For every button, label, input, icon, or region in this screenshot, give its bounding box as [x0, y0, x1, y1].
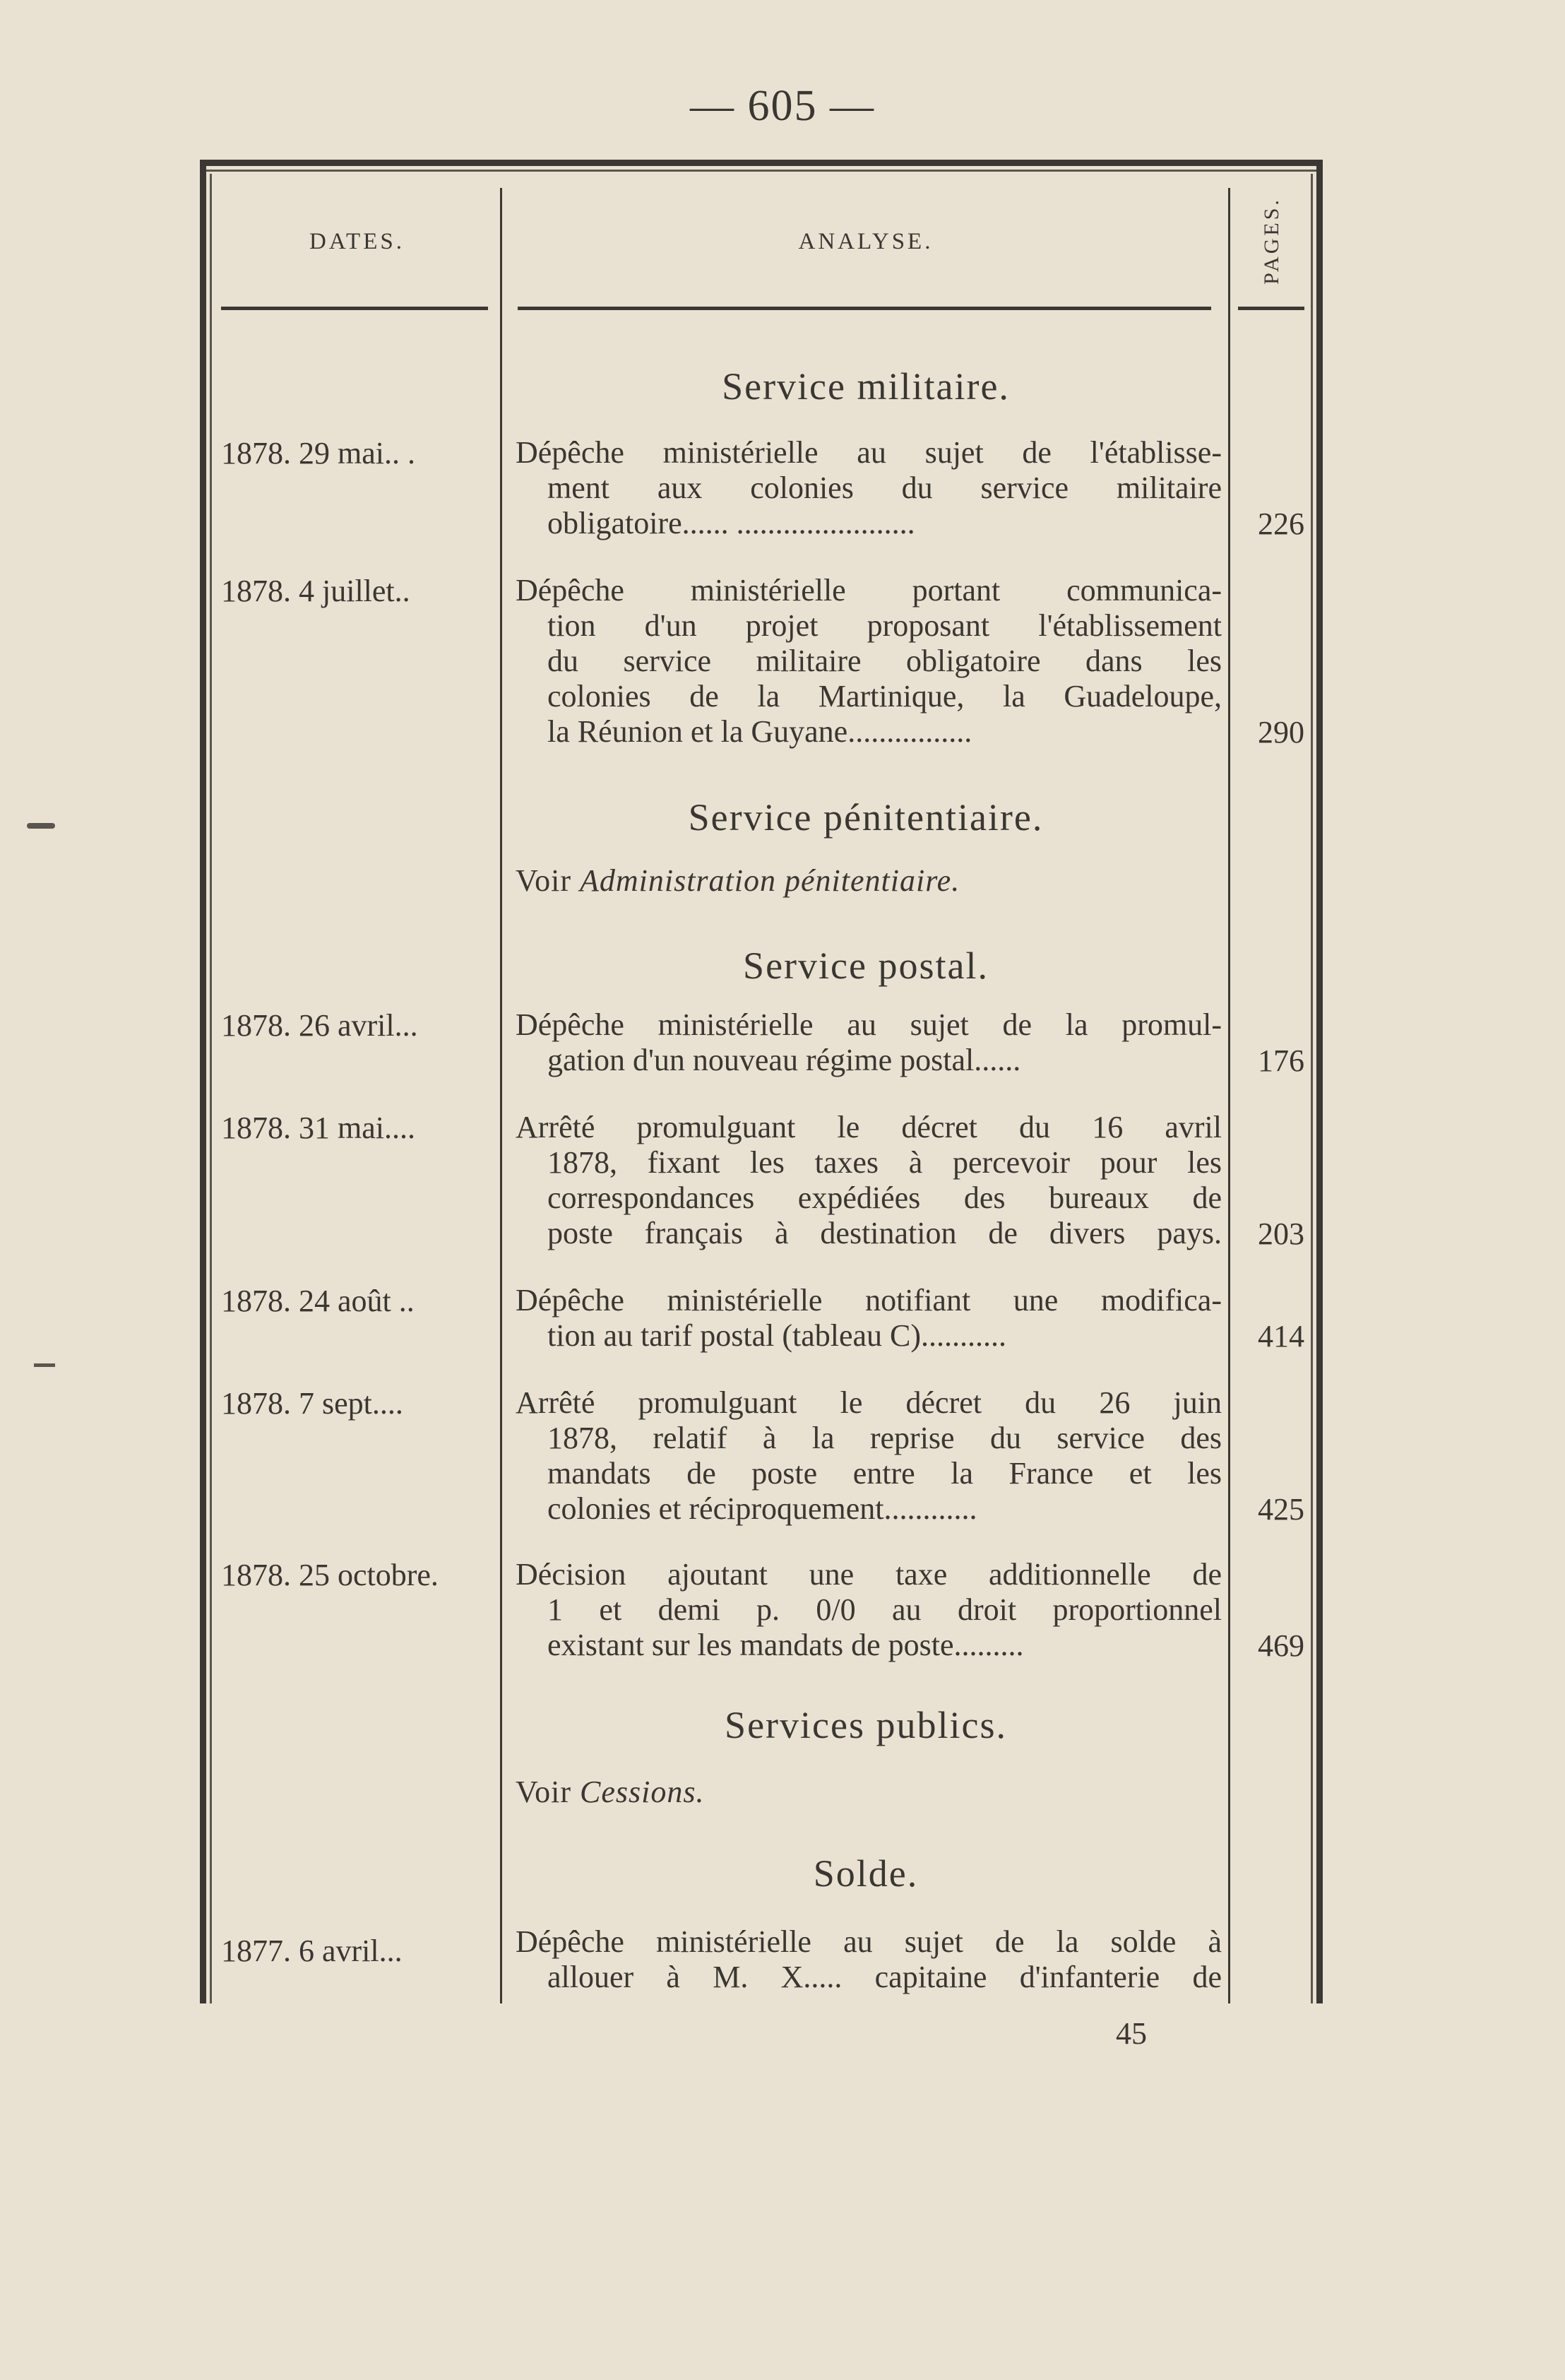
entry-date: 1878. 25 octobre.	[221, 1558, 439, 1592]
entry-analysis: Décision ajoutant une taxe additionnelle de 1 et demi p. 0/0 au droit proportionnel existant sur les mandats de poste.........	[516, 1557, 1222, 1662]
entry-analysis: Arrêté promulguant le décret du 16 avril 1878, fixant les taxes à percevoir pour les correspondances expédiées des bureaux de poste français à destination de divers pays.	[516, 1110, 1222, 1250]
entry-page: 469	[1258, 1628, 1304, 1663]
table-top-rule	[200, 160, 1323, 166]
entry-date: 1878. 29 mai.. .	[221, 436, 415, 470]
entry-date: 1878. 26 avril...	[221, 1008, 418, 1043]
header-underline-dates	[221, 307, 488, 310]
column-header-dates: DATES.	[309, 229, 405, 254]
entry-date: 1878. 31 mai....	[221, 1111, 415, 1145]
table-left-rule-thin	[210, 174, 212, 2003]
entry-page: 414	[1258, 1319, 1304, 1354]
section-title-service-militaire: Service militaire.	[722, 365, 1010, 408]
section-title-solde: Solde.	[813, 1852, 919, 1895]
margin-mark	[34, 1363, 55, 1367]
header-underline-analyse	[518, 307, 1211, 310]
table-top-rule-thin	[200, 170, 1323, 172]
entry-date: 1878. 7 sept....	[221, 1386, 403, 1421]
page-number: — 605 —	[690, 82, 875, 130]
table-left-rule	[200, 160, 206, 2003]
entry-page: 226	[1258, 507, 1304, 541]
entry-page: 176	[1258, 1043, 1304, 1078]
entry-analysis: Dépêche ministérielle notifiant une modifica- tion au tarif postal (tableau C)...........	[516, 1283, 1222, 1353]
entry-analysis: Dépêche ministérielle au sujet de la solde à allouer à M. X..... capitaine d'infanterie de	[516, 1924, 1222, 1994]
entry-analysis: Dépêche ministérielle au sujet de la promul- gation d'un nouveau régime postal......	[516, 1007, 1222, 1077]
entry-page: 203	[1258, 1216, 1304, 1251]
header-underline-pages	[1238, 307, 1304, 310]
column-header-analyse: ANALYSE.	[798, 229, 934, 254]
entry-analysis: Dépêche ministérielle au sujet de l'établisse- ment aux colonies du service militaire obligatoire...... .......................	[516, 435, 1222, 540]
entry-date: 1877. 6 avril...	[221, 1934, 403, 1968]
column-header-pages: PAGES.	[1260, 197, 1283, 285]
cross-reference: Voir Cessions.	[516, 1775, 705, 1809]
entry-page: 290	[1258, 715, 1304, 750]
column-divider-pages	[1228, 188, 1230, 2003]
table-right-rule-thin	[1311, 174, 1313, 2003]
entry-analysis: Dépêche ministérielle portant communica- tion d'un projet proposant l'établissement du service militaire obligatoire dans les colonies de la Martinique, la Guadeloupe, la Réunion et la Guyane................	[516, 573, 1222, 749]
index-table	[200, 160, 1323, 2003]
section-title-service-penitentiaire: Service pénitentiaire.	[688, 796, 1044, 839]
entry-date: 1878. 24 août ..	[221, 1284, 415, 1318]
margin-mark	[27, 823, 55, 829]
entry-page: 425	[1258, 1492, 1304, 1527]
section-title-service-postal: Service postal.	[743, 945, 989, 987]
cross-reference: Voir Administration pénitentiaire.	[516, 863, 960, 898]
table-right-rule	[1316, 160, 1323, 2003]
section-title-services-publics: Services publics.	[725, 1704, 1007, 1746]
entry-date: 1878. 4 juillet..	[221, 574, 410, 608]
signature-mark: 45	[1116, 2016, 1147, 2051]
entry-analysis: Arrêté promulguant le décret du 26 juin 1878, relatif à la reprise du service des mandats de poste entre la France et les colonies et réciproquement............	[516, 1385, 1222, 1526]
